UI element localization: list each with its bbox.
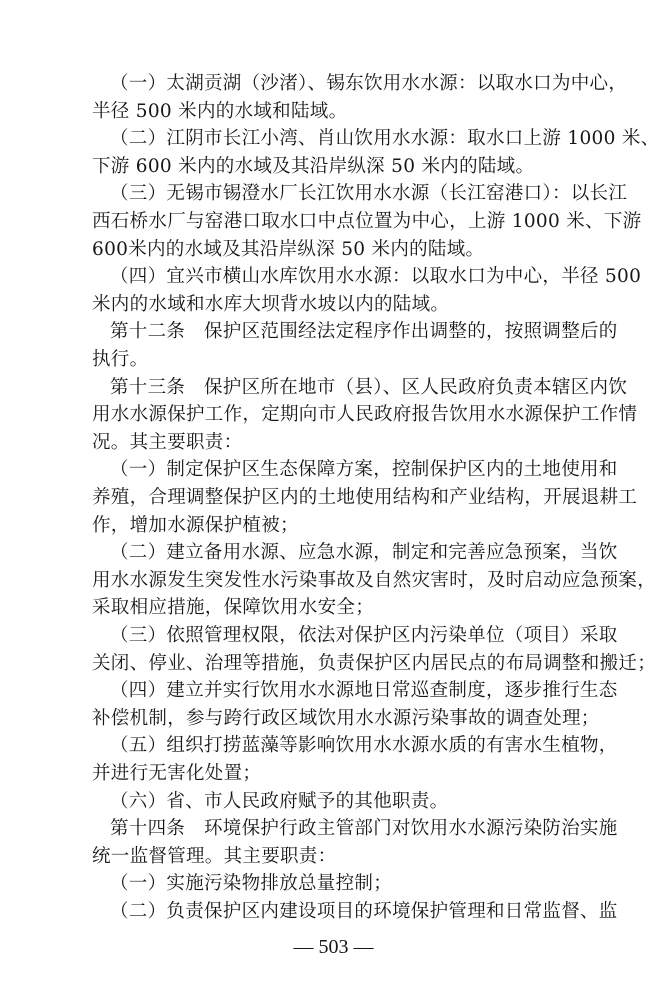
text-line: （三）无锡市锡澄水厂长江饮用水水源（长江窑港口）：以长江: [110, 183, 628, 205]
text-line: 用水水源保护工作，定期向市人民政府报告饮用水水源保护工作情: [92, 404, 638, 426]
article-12-line: 第十二条 保护区范围经法定程序作出调整的，按照调整后的: [110, 321, 618, 343]
text-line: 养殖，合理调整保护区内的土地使用结构和产业结构，开展退耕工: [92, 487, 638, 508]
text-line: （二）建立备用水源、应急水源，制定和完善应急预案，当饮: [110, 542, 618, 564]
text-line: （四）宜兴市横山水库饮用水水源：以取水口为中心，半径 500: [110, 266, 642, 288]
text-line: 西石桥水厂与窑港口取水口中点位置为中心，上游 1000 米、下游: [92, 211, 642, 232]
page-number: — 503 —: [293, 935, 374, 958]
text-line: 米内的水域和水库大坝背水坡以内的陆域。: [92, 293, 450, 315]
text-line: （一）制定保护区生态保障方案，控制保护区内的土地使用和: [110, 459, 618, 481]
text-line: （二）江阴市长江小湾、肖山饮用水水源：取水口上游 1000 米、: [110, 128, 660, 150]
text-line: （四）建立并实行饮用水水源地日常巡查制度，逐步推行生态: [110, 680, 618, 702]
text-line: 用水水源发生突发性水污染事故及自然灾害时，及时启动应急预案，: [92, 569, 657, 591]
article-13-line: 第十三条 保护区所在地市（县）、区人民政府负责本辖区内饮: [110, 376, 628, 398]
text-line: 统一监督管理。其主要职责：: [92, 845, 337, 867]
text-line: （五）组织打捞蓝藻等影响饮用水水源水质的有害水生植物，: [110, 735, 618, 757]
text-line: 600米内的水域及其沿岸纵深 50 米内的陆域。: [92, 238, 485, 260]
text-line: 半径 500 米内的水域和陆域。: [92, 100, 348, 122]
text-line: 作，增加水源保护植被；: [92, 514, 299, 536]
text-line: 下游 600 米内的水域及其沿岸纵深 50 米内的陆域。: [92, 155, 535, 177]
text-line: （二）负责保护区内建设项目的环境保护管理和日常监督、监: [110, 901, 618, 922]
text-line: （一）实施污染物排放总量控制；: [110, 873, 393, 895]
text-line: 并进行无害化处置；: [92, 763, 262, 784]
text-line: （六）省、市人民政府赋予的其他职责。: [110, 790, 449, 812]
text-line: 采取相应措施，保障饮用水安全；: [92, 597, 375, 619]
text-line: 补偿机制，参与跨行政区域饮用水水源污染事故的调查处理；: [92, 707, 600, 729]
article-14-line: 第十四条 环境保护行政主管部门对饮用水水源污染防治实施: [110, 818, 618, 840]
text-line: 况。其主要职责：: [92, 431, 243, 453]
text-line: （一）太湖贡湖（沙渚）、锡东饮用水水源：以取水口为中心，: [110, 73, 628, 94]
text-line: （三）依照管理权限，依法对保护区内污染单位（项目）采取: [110, 625, 618, 646]
text-line: 关闭、停业、治理等措施，负责保护区内居民点的布局调整和搬迁；: [92, 652, 657, 674]
text-line: 执行。: [92, 349, 149, 370]
